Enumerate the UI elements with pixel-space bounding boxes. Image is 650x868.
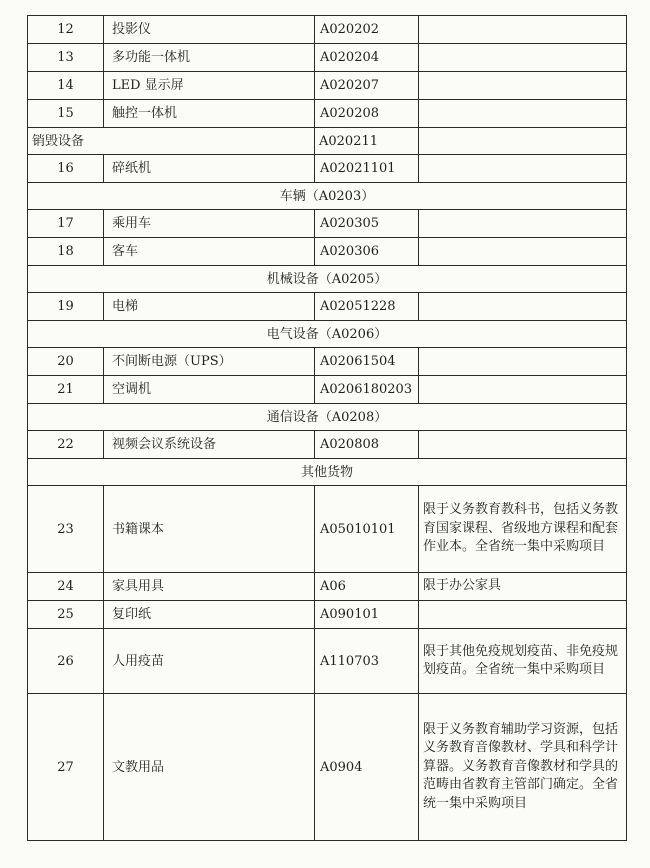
section-title: 机械设备（A0205）: [28, 266, 627, 293]
table-row: [28, 431, 627, 459]
item-note: 限于办公家具: [419, 573, 627, 601]
item-number: 18: [28, 238, 104, 266]
item-number: 19: [28, 293, 104, 321]
section-header-row: [28, 321, 627, 348]
table-row: [28, 238, 627, 266]
item-number: 27: [28, 694, 104, 841]
table-row: [28, 293, 627, 321]
item-code: A020208: [315, 100, 419, 128]
item-note: [419, 431, 627, 459]
table-row: [28, 601, 627, 629]
item-name: 触控一体机: [104, 100, 315, 128]
item-note: [419, 155, 627, 183]
item-code: A020306: [315, 238, 419, 266]
item-code: A020305: [315, 210, 419, 238]
item-code: A020808: [315, 431, 419, 459]
item-code: A020207: [315, 72, 419, 100]
item-note: [419, 210, 627, 238]
table-row: [28, 486, 627, 573]
item-note: [419, 293, 627, 321]
item-number: 24: [28, 573, 104, 601]
category-label: 销毁设备: [28, 128, 315, 155]
item-number: 23: [28, 486, 104, 573]
item-code: A020204: [315, 44, 419, 72]
item-code: A05010101: [315, 486, 419, 573]
item-number: 25: [28, 601, 104, 629]
item-name: 家具用具: [104, 573, 315, 601]
item-name: 客车: [104, 238, 315, 266]
item-number: 15: [28, 100, 104, 128]
table-row: [28, 376, 627, 404]
item-number: 17: [28, 210, 104, 238]
table-row: [28, 629, 627, 694]
item-name: 乘用车: [104, 210, 315, 238]
item-number: 16: [28, 155, 104, 183]
section-title: 通信设备（A0208）: [28, 404, 627, 431]
item-number: 12: [28, 16, 104, 44]
item-name: 多功能一体机: [104, 44, 315, 72]
table-row: [28, 44, 627, 72]
item-note: [419, 128, 627, 155]
item-note: [419, 44, 627, 72]
table-row: [28, 348, 627, 376]
item-code: A090101: [315, 601, 419, 629]
item-code: A0206180203: [315, 376, 419, 404]
table-row: [28, 210, 627, 238]
item-note: [419, 601, 627, 629]
item-number: 13: [28, 44, 104, 72]
item-name: 空调机: [104, 376, 315, 404]
item-note: [419, 238, 627, 266]
item-code: A02021101: [315, 155, 419, 183]
category-row: [28, 128, 627, 155]
item-number: 22: [28, 431, 104, 459]
item-note: 限于义务教育教科书，包括义务教育国家课程、省级地方课程和配套作业本。全省统一集中采购项目: [419, 486, 627, 573]
section-title: 车辆（A0203）: [28, 183, 627, 210]
item-number: 14: [28, 72, 104, 100]
item-code: A02051228: [315, 293, 419, 321]
item-name: 人用疫苗: [104, 629, 315, 694]
section-title: 电气设备（A0206）: [28, 321, 627, 348]
section-title: 其他货物: [28, 459, 627, 486]
item-code: A06: [315, 573, 419, 601]
item-note: [419, 16, 627, 44]
item-code: A110703: [315, 629, 419, 694]
item-note: [419, 376, 627, 404]
section-header-row: [28, 266, 627, 293]
section-header-row: [28, 459, 627, 486]
item-number: 20: [28, 348, 104, 376]
section-header-row: [28, 404, 627, 431]
table-row: [28, 694, 627, 841]
item-name: 视频会议系统设备: [104, 431, 315, 459]
item-name: 投影仪: [104, 16, 315, 44]
item-name: 不间断电源（UPS）: [104, 348, 315, 376]
table-row: [28, 573, 627, 601]
item-number: 21: [28, 376, 104, 404]
table-row: [28, 155, 627, 183]
table-row: [28, 100, 627, 128]
item-note: [419, 348, 627, 376]
item-name: 电梯: [104, 293, 315, 321]
item-name: 碎纸机: [104, 155, 315, 183]
item-number: 26: [28, 629, 104, 694]
item-code: A02061504: [315, 348, 419, 376]
table-row: [28, 16, 627, 44]
item-name: 文教用品: [104, 694, 315, 841]
procurement-catalog-table: [27, 15, 627, 841]
item-note: [419, 72, 627, 100]
section-header-row: [28, 183, 627, 210]
item-note: [419, 100, 627, 128]
item-name: 复印纸: [104, 601, 315, 629]
item-note: 限于义务教育辅助学习资源，包括义务教育音像教材、学具和科学计算器。义务教育音像教材和学具的范畴由省教育主管部门确定。全省统一集中采购项目: [419, 694, 627, 841]
item-code: A0904: [315, 694, 419, 841]
item-note: 限于其他免疫规划疫苗、非免疫规划疫苗。全省统一集中采购项目: [419, 629, 627, 694]
item-code: A020202: [315, 16, 419, 44]
table-row: [28, 72, 627, 100]
table-body: [28, 16, 627, 841]
item-code: A020211: [315, 128, 419, 155]
item-name: 书籍课本: [104, 486, 315, 573]
item-name: LED 显示屏: [104, 72, 315, 100]
